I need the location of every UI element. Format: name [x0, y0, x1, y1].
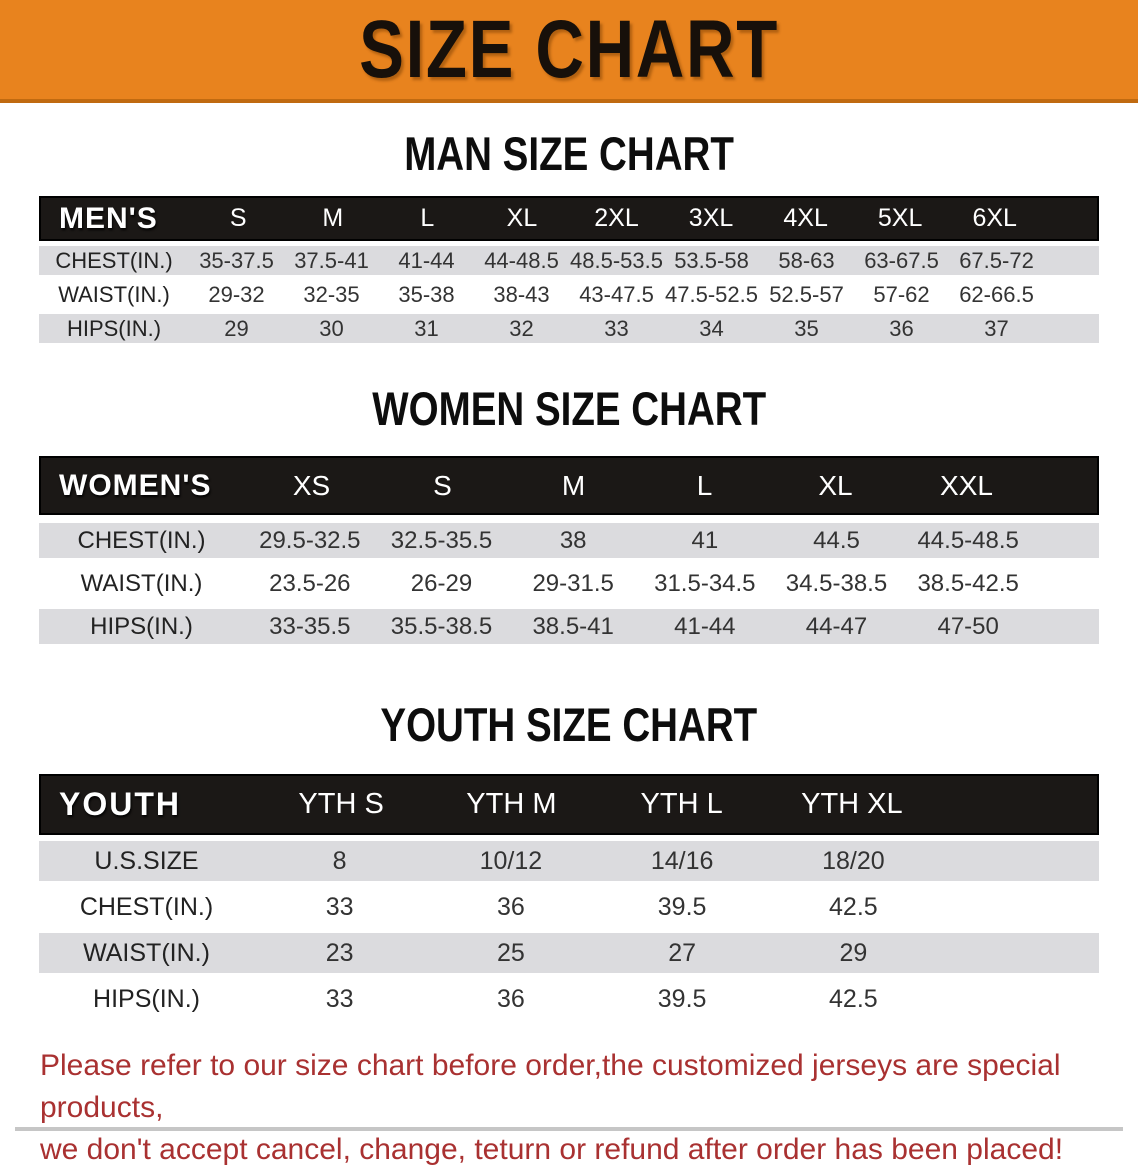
size-column-header: YTH XL	[801, 788, 903, 820]
table-cell: 31	[414, 315, 439, 341]
row-label: WAIST(IN.)	[80, 569, 203, 597]
table-cell: 29.5-32.5	[259, 526, 361, 554]
men-table-header-row	[39, 196, 1099, 241]
table-cell: 48.5-53.5	[570, 247, 663, 273]
youth-section-heading: YOUTH SIZE CHART	[380, 698, 758, 751]
row-label: HIPS(IN.)	[66, 315, 162, 341]
table-cell: 35-38	[398, 281, 455, 307]
table-cell: 42.5	[829, 892, 878, 921]
table-cell: 44-47	[805, 612, 868, 640]
table-cell: 35-37.5	[199, 247, 274, 273]
size-column-header: M	[561, 469, 586, 501]
table-row	[39, 280, 1099, 309]
size-column-header: S	[229, 204, 247, 232]
row-label: CHEST(IN.)	[79, 892, 214, 921]
table-cell: 14/16	[650, 846, 714, 875]
table-row	[39, 933, 1099, 973]
table-cell: 38-43	[493, 281, 550, 307]
table-cell: 44-48.5	[484, 247, 559, 273]
size-column-header: XL	[818, 469, 853, 501]
women-table-title-cell: WOMEN'S	[59, 468, 212, 502]
table-cell: 25	[496, 938, 525, 967]
table-cell: 41-44	[674, 612, 736, 640]
table-cell: 33	[604, 315, 629, 341]
table-cell: 29	[839, 938, 868, 967]
size-column-header: 3XL	[688, 204, 734, 232]
size-chart-banner	[0, 0, 1138, 103]
table-cell: 67.5-72	[959, 247, 1034, 273]
table-cell: 23	[325, 938, 354, 967]
table-cell: 36	[496, 984, 525, 1013]
women-table-header-row	[39, 456, 1099, 515]
disclaimer-line-2: we don't accept cancel, change, teturn or refund after order has been placed!	[40, 1133, 1064, 1166]
table-cell: 23.5-26	[269, 569, 351, 597]
table-cell: 30	[319, 315, 344, 341]
table-cell: 37	[984, 315, 1009, 341]
size-column-header: XS	[292, 469, 331, 501]
table-cell: 62-66.5	[959, 281, 1034, 307]
youth-table-header-row	[39, 774, 1099, 835]
size-column-header: 2XL	[594, 204, 639, 232]
table-cell: 32.5-35.5	[390, 526, 493, 554]
table-row	[39, 246, 1099, 275]
table-row	[39, 523, 1099, 558]
size-column-header: 5XL	[877, 204, 923, 232]
table-cell: 36	[889, 315, 914, 341]
table-cell: 44.5	[813, 526, 860, 554]
size-column-header: XXL	[940, 469, 993, 501]
table-cell: 8	[332, 846, 347, 875]
table-row	[39, 887, 1099, 927]
table-cell: 35	[794, 315, 819, 341]
row-label: CHEST(IN.)	[55, 247, 173, 273]
table-cell: 29-31.5	[532, 569, 614, 597]
order-disclaimer	[40, 1045, 1118, 1171]
size-column-header: L	[420, 204, 435, 232]
table-row	[39, 841, 1099, 881]
table-cell: 36	[496, 892, 525, 921]
table-cell: 34.5-38.5	[785, 569, 888, 597]
table-cell: 57-62	[873, 281, 930, 307]
size-column-header: YTH S	[298, 788, 384, 820]
size-column-header: 6XL	[972, 204, 1017, 232]
men-section-title	[0, 127, 1138, 180]
table-cell: 39.5	[657, 984, 707, 1013]
table-cell: 18/20	[822, 846, 885, 875]
youth-size-table	[39, 774, 1099, 1019]
bottom-divider	[15, 1127, 1123, 1131]
women-section-heading: WOMEN SIZE CHART	[372, 382, 766, 435]
banner-title: SIZE CHART	[359, 3, 779, 95]
row-label: CHEST(IN.)	[77, 526, 206, 554]
table-cell: 39.5	[657, 892, 707, 921]
table-cell: 29	[224, 315, 249, 341]
table-cell: 38	[559, 526, 587, 554]
table-cell: 43-47.5	[579, 281, 654, 307]
table-cell: 10/12	[479, 846, 543, 875]
table-cell: 47-50	[937, 612, 999, 640]
women-size-table	[39, 456, 1099, 644]
youth-section-title	[0, 698, 1138, 751]
row-label: WAIST(IN.)	[83, 938, 210, 967]
size-column-header: YTH M	[466, 788, 557, 820]
size-column-header: M	[322, 204, 344, 232]
size-column-header: YTH L	[640, 788, 723, 820]
table-cell: 29-32	[208, 281, 265, 307]
table-cell: 42.5	[829, 984, 878, 1013]
table-cell: 63-67.5	[864, 247, 939, 273]
table-cell: 27	[668, 938, 697, 967]
table-cell: 34	[699, 315, 724, 341]
table-cell: 33	[325, 892, 354, 921]
table-row	[39, 314, 1099, 343]
table-cell: 38.5-42.5	[917, 569, 1019, 597]
table-cell: 58-63	[778, 247, 835, 273]
table-row	[39, 979, 1099, 1019]
row-label: WAIST(IN.)	[58, 281, 170, 307]
youth-table-title-cell: YOUTH	[59, 786, 181, 822]
table-cell: 44.5-48.5	[917, 526, 1019, 554]
table-cell: 52.5-57	[769, 281, 844, 307]
row-label: HIPS(IN.)	[93, 984, 200, 1013]
size-column-header: S	[433, 469, 452, 501]
women-section-title	[0, 382, 1138, 435]
size-column-header: L	[696, 469, 713, 501]
size-column-header: XL	[506, 204, 538, 232]
table-cell: 41-44	[398, 247, 455, 273]
table-cell: 53.5-58	[674, 247, 749, 273]
table-cell: 31.5-34.5	[654, 569, 756, 597]
table-cell: 47.5-52.5	[665, 281, 758, 307]
men-table-title-cell: MEN'S	[59, 201, 158, 235]
men-section-heading: MAN SIZE CHART	[404, 127, 734, 180]
table-cell: 37.5-41	[294, 247, 369, 273]
table-row	[39, 566, 1099, 601]
men-size-table	[39, 196, 1099, 343]
table-cell: 33	[325, 984, 354, 1013]
row-label: HIPS(IN.)	[90, 612, 193, 640]
table-cell: 32-35	[303, 281, 360, 307]
table-cell: 33-35.5	[269, 612, 351, 640]
disclaimer-line-1: Please refer to our size chart before order,the customized jerseys are special products,	[40, 1049, 1061, 1124]
table-cell: 41	[691, 526, 719, 554]
table-cell: 38.5-41	[532, 612, 614, 640]
size-column-header: 4XL	[783, 204, 828, 232]
table-row	[39, 609, 1099, 644]
table-cell: 35.5-38.5	[390, 612, 493, 640]
table-cell: 26-29	[410, 569, 473, 597]
row-label: U.S.SIZE	[94, 846, 199, 875]
table-cell: 32	[509, 315, 534, 341]
